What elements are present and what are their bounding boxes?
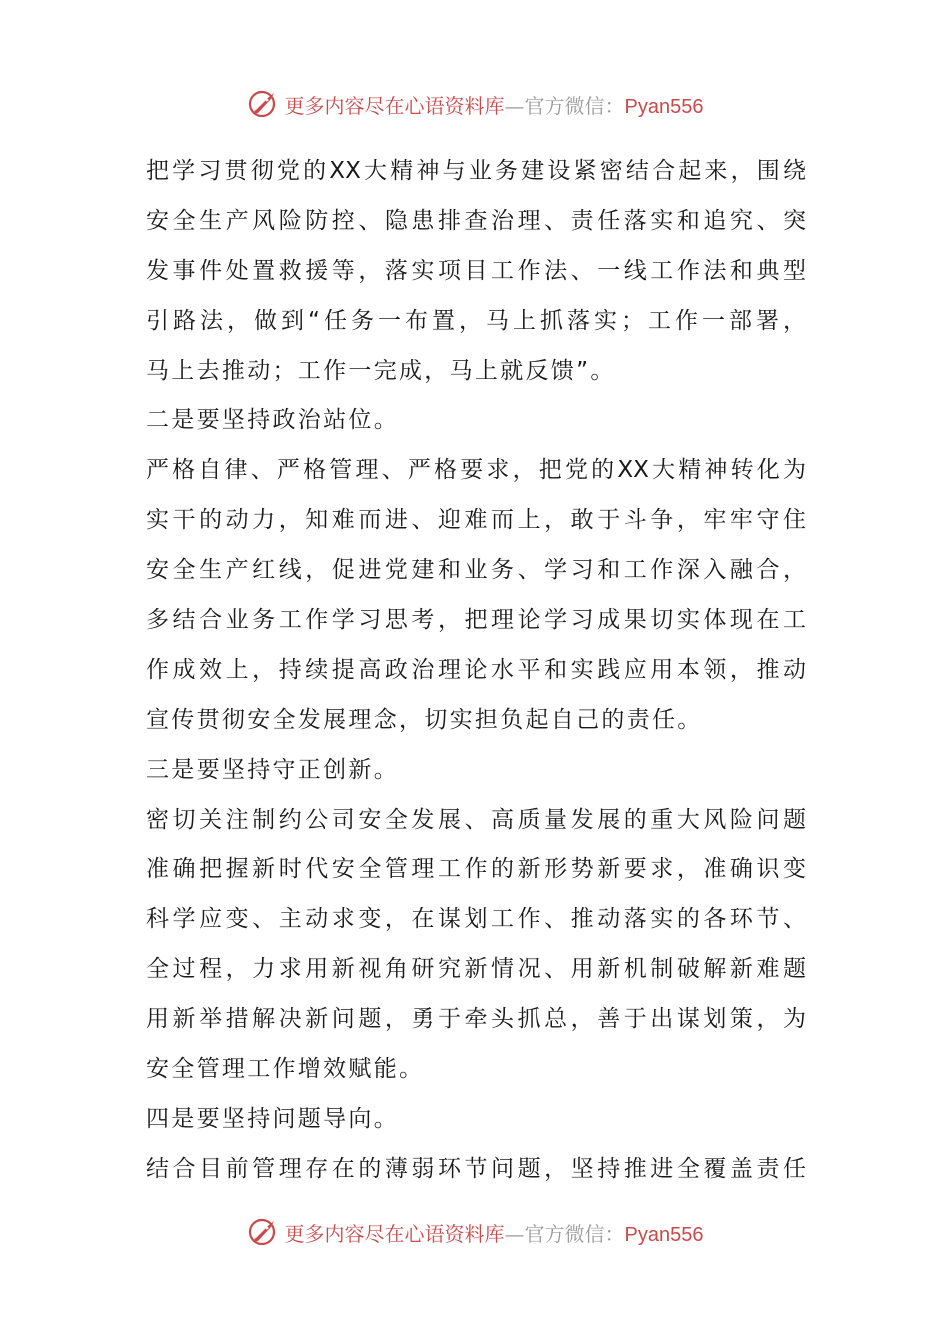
text-line: 安全生产风险防控、隐患排查治理、责任落实和追究、突 xyxy=(146,207,806,234)
header-banner xyxy=(0,82,950,126)
text-line: 发事件处置救援等，落实项目工作法、一线工作法和典型 xyxy=(146,257,806,284)
banner-dash: — xyxy=(504,93,525,118)
banner-brand: 更多内容尽在心语资料库 xyxy=(284,93,505,118)
banner-brand: 更多内容尽在心语资料库 xyxy=(284,1221,505,1246)
text-line: 作成效上，持续提高政治理论水平和实践应用本领，推动 xyxy=(146,656,806,683)
text-line: 用新举措解决新问题，勇于牵头抓总，善于出谋划策，为 xyxy=(146,1006,806,1033)
banner-text xyxy=(285,1218,704,1247)
text-line: 科学应变、主动求变，在谋划工作、推动落实的各环节、 xyxy=(146,906,806,933)
banner-text xyxy=(285,90,704,119)
text-line: 严格自律、严格管理、严格要求，把党的XX大精神转化为 xyxy=(146,457,806,484)
text-line: 四是要坚持问题导向。 xyxy=(146,1105,399,1132)
banner-wechat-id: Pyan556 xyxy=(624,95,704,118)
text-line: 多结合业务工作学习思考，把理论学习成果切实体现在工 xyxy=(146,607,806,634)
text-line: 二是要坚持政治站位。 xyxy=(146,407,399,434)
text-line: 把学习贯彻党的XX大精神与业务建设紧密结合起来，围绕 xyxy=(146,158,806,184)
text-line: 三是要坚持守正创新。 xyxy=(146,756,399,783)
document-body xyxy=(146,147,806,1195)
text-line: 全过程，力求用新视角研究新情况、用新机制破解新难题 xyxy=(146,956,806,983)
pen-nib-logo-icon xyxy=(247,87,281,121)
footer-banner xyxy=(0,1210,950,1254)
text-line: 准确把握新时代安全管理工作的新形势新要求，准确识变 xyxy=(146,856,806,883)
text-line: 实干的动力，知难而进、迎难而上，敢于斗争，牢牢守住 xyxy=(146,507,806,534)
text-line: 宣传贯彻安全发展理念，切实担负起自己的责任。 xyxy=(146,706,703,733)
banner-wechat-id: Pyan556 xyxy=(624,1223,704,1246)
banner-dash: — xyxy=(504,1221,525,1246)
text-line: 密切关注制约公司安全发展、高质量发展的重大风险问题 xyxy=(146,806,806,833)
text-line: 马上去推动；工作一完成，马上就反馈”。 xyxy=(146,357,616,384)
text-line: 安全生产红线，促进党建和业务、学习和工作深入融合， xyxy=(146,557,806,584)
text-line: 引路法，做到“任务一布置，马上抓落实；工作一部署， xyxy=(146,307,806,334)
pen-nib-logo-icon xyxy=(247,1215,281,1249)
text-line: 结合目前管理存在的薄弱环节问题，坚持推进全覆盖责任 xyxy=(146,1155,806,1182)
banner-wechat-label: 官方微信： xyxy=(524,1221,625,1246)
banner-wechat-label: 官方微信： xyxy=(524,93,625,118)
text-line: 安全管理工作增效赋能。 xyxy=(146,1056,425,1083)
